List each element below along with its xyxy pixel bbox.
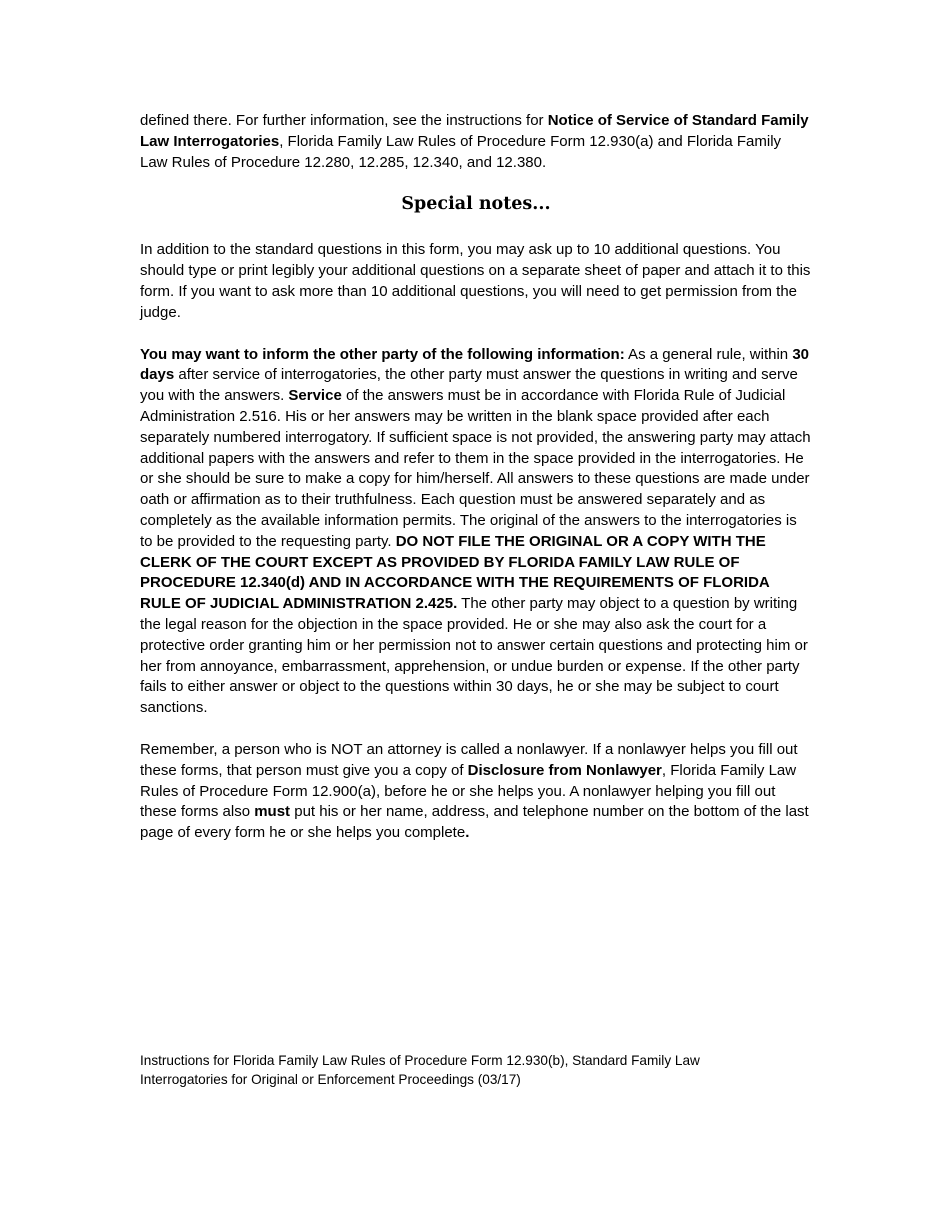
intro-text-1: defined there. For further information, see the instructions for [140, 112, 548, 129]
footer-line-1: Instructions for Florida Family Law Rules of Procedure Form 12.930(b), Standard Family Law [140, 1053, 700, 1068]
nonlawyer-text-1: Remember, a person who is NOT an attorney is called a nonlawyer. If a nonlawyer helps you fill out these forms, that person must give you a copy of [140, 740, 798, 779]
do-not-file-warning: DO NOT FILE THE ORIGINAL OR A COPY WITH THE CLERK OF THE COURT EXCEPT AS PROVIDED BY FLORIDA FAMILY LAW RULE OF PROCEDURE 12.340(d) AND IN ACCORDANCE WITH THE REQUIREMENTS OF FLORIDA RULE OF JUDICIAL ADMINISTRATION 2.425. [140, 532, 770, 613]
inform-text-1: As a general rule, within [624, 345, 793, 363]
document-body [140, 111, 812, 865]
inform-text-3: of the answers must be in accordance with Florida Rule of Judicial Administration 2.516. His or her answers may be written in the blank space provided after each separately numbered interrogatory. If sufficient space is not provided, the answering party may attach additional papers with the answers and refer to them in the space provided in the interrogatories. He or she should be sure to make a copy for him/herself. All answers to these questions are made under oath or affirmation as to their truthfulness. Each question must be answered separately and as completely as the available information permits. The original of the answers to the interrogatories is to be provided to the requesting party. [140, 387, 811, 550]
special-notes-heading: Special notes... [401, 194, 551, 215]
nonlawyer-text-3: put his or her name, address, and telephone number on the bottom of the last page of every form he or she helps you complete [140, 803, 809, 842]
nonlawyer-period: . [465, 824, 470, 842]
must-emphasis: must [254, 803, 291, 821]
footer-line-2: Interrogatories for Original or Enforcement Proceedings (03/17) [140, 1072, 521, 1087]
additional-questions-paragraph: In addition to the standard questions in this form, you may ask up to 10 additional questions. You should type or print legibly your additional questions on a separate sheet of paper and attach it to this form. If you want to ask more than 10 additional questions, you will need to get permission from the judge. [140, 241, 811, 321]
service-emphasis: Service [288, 387, 342, 405]
page-footer [140, 1051, 780, 1089]
inform-other-party-paragraph [140, 345, 812, 719]
thirty-days-emphasis: 30 days [140, 345, 809, 384]
inform-text-2: after service of interrogatories, the other party must answer the questions in writing and serve you with the answers. [140, 366, 798, 405]
nonlawyer-text-2: , Florida Family Law Rules of Procedure Form 12.900(a), before he or she helps you. A nonlawyer helping you fill out these forms also [140, 761, 797, 821]
intro-paragraph [140, 111, 812, 173]
inform-lead-in: You may want to inform the other party of the following information: [140, 345, 625, 363]
disclosure-from-nonlawyer-title: Disclosure from Nonlawyer [467, 761, 662, 779]
nonlawyer-paragraph [140, 740, 812, 844]
intro-text-2: , Florida Family Law Rules of Procedure Form 12.930(a) and Florida Family Law Rules of Procedure 12.280, 12.285, 12.340, and 12.380. [140, 132, 782, 171]
inform-text-4: The other party may object to a question by writing the legal reason for the objection in the space provided. He or she may also ask the court for a protective order granting him or her permission not to answer certain questions and protecting him or her from annoyance, embarrassment, apprehension, or undue burden or expense. If the other party fails to either answer or object to the questions within 30 days, he or she may be subject to court sanctions. [140, 595, 808, 717]
notice-of-service-title: Notice of Service of Standard Family Law Interrogatories [140, 112, 809, 150]
